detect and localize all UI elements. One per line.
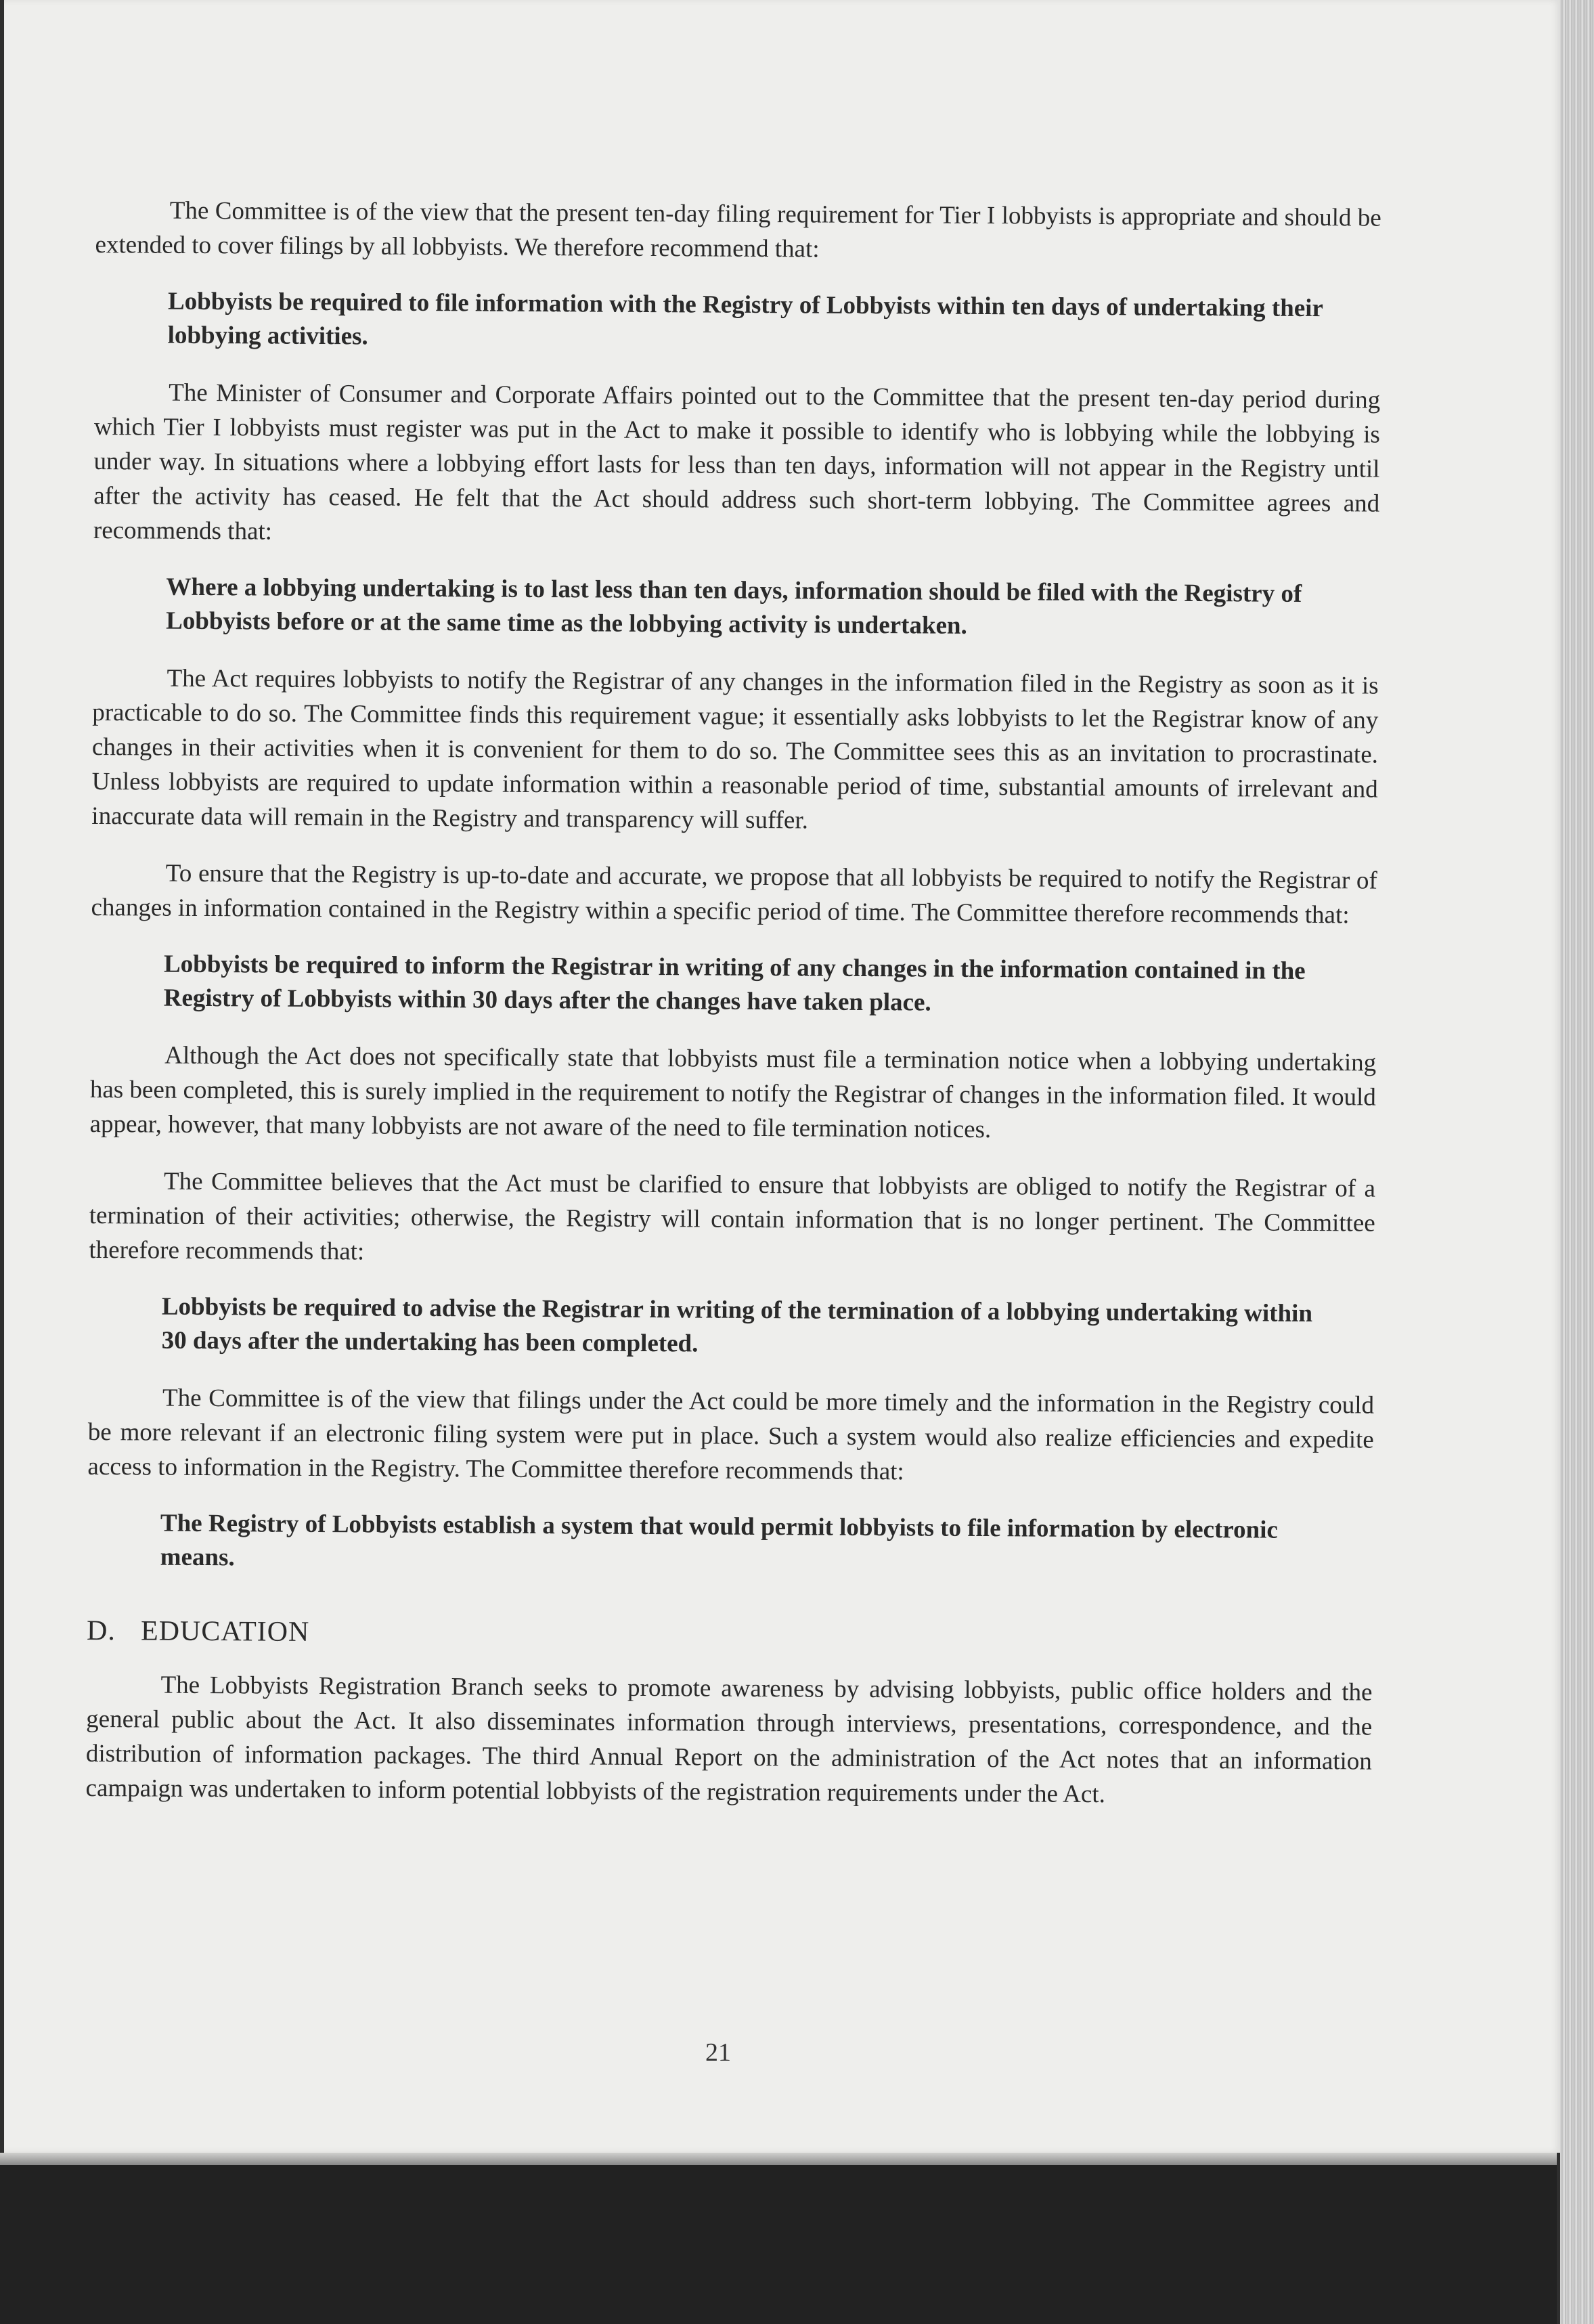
paragraph: The Committee is of the view that the present ten-day filing requirement for Tier I lobbyists is appropriate and should be extended to cover filings by all lobbyists. We therefore recommend that:	[95, 196, 1381, 263]
section-title: EDUCATION	[140, 1615, 310, 1648]
paragraph: The Minister of Consumer and Corporate Affairs pointed out to the Committee that the present ten-day period during which Tier I lobbyists must register was put in the Act to make it possible to identify who is lobbying while the lobbying is under way. In situations where a lobbying effort lasts for less than ten days, information will not appear in the Registry until after the activity has ceased. He felt that the Act should address such short-term lobbying. The Committee agrees and recommends that:	[93, 378, 1381, 546]
paragraph: The Committee is of the view that filings under the Act could be more timely and the information in the Registry could be more relevant if an electronic filing system were put in place. Such a system would also realize efficiencies and expedite access to information in the Registry. The Committee therefore recommends that:	[87, 1384, 1375, 1486]
scanner-bottom-band	[0, 2153, 1557, 2324]
recommendation: Lobbyists be required to file information with the Registry of Lobbyists within ten days of undertaking their lobbying activities.	[167, 287, 1323, 351]
paragraph: Although the Act does not specifically state that lobbyists must file a termination notice when a lobbying undertaking has been completed, this is surely implied in the requirement to notify the Registrar of changes in the information filed. It would appear, however, that many lobbyists are not aware of the need to file termination notices.	[89, 1041, 1377, 1144]
section-paragraph: The Lobbyists Registration Branch seeks to promote awareness by advising lobbyists, public office holders and the general public about the Act. It also disseminates information through interviews, presentations, correspondence, and the distribution of information packages. The third Annual Report on the administration of the Act notes that an information campaign was undertaken to inform potential lobbyists of the registration requirements under the Act.	[85, 1671, 1373, 1809]
recommendation: Lobbyists be required to inform the Registrar in writing of any changes in the information contained in the Registry of Lobbyists within 30 days after the changes have taken place.	[163, 950, 1306, 1017]
book-page-edges	[1560, 0, 1594, 2324]
paragraph: The Act requires lobbyists to notify the Registrar of any changes in the information filed in the Registry as soon as it is practicable to do so. The Committee finds this requirement vague; it essentially asks lobbyists to let the Registrar know of any changes in their activities when it is convenient for them to do so. The Committee sees this as an invitation to procrastinate. Unless lobbyists are required to update information within a reasonable period of time, substantial amounts of irrelevant and inaccurate data will remain in the Registry and transparency will suffer.	[91, 664, 1379, 835]
page-content	[85, 193, 1381, 1836]
recommendation: The Registry of Lobbyists establish a system that would permit lobbyists to file information by electronic means.	[160, 1509, 1279, 1572]
recommendation: Where a lobbying undertaking is to last less than ten days, information should be filed with the Registry of Lobbyists before or at the same time as the lobbying activity is undertaken.	[166, 573, 1302, 640]
paragraph: The Committee believes that the Act must be clarified to ensure that lobbyists are obliged to notify the Registrar of a termination of their activities; otherwise, the Registry will contain information that is no longer pertinent. The Committee therefore recommends that:	[89, 1167, 1376, 1266]
document-page	[4, 0, 1561, 2153]
recommendation: Lobbyists be required to advise the Registrar in writing of the termination of a lobbying undertaking within 30 days after the undertaking has been completed.	[161, 1292, 1313, 1358]
paragraph: To ensure that the Registry is up-to-date and accurate, we propose that all lobbyists be required to notify the Registrar of changes in information contained in the Registry within a specific period of time. The Committee therefore recommends that:	[91, 859, 1377, 929]
under-page-edge	[0, 2153, 1557, 2165]
section-letter: D.	[86, 1615, 116, 1647]
page-number: 21	[705, 2038, 731, 2067]
section-heading	[87, 1615, 1373, 1655]
